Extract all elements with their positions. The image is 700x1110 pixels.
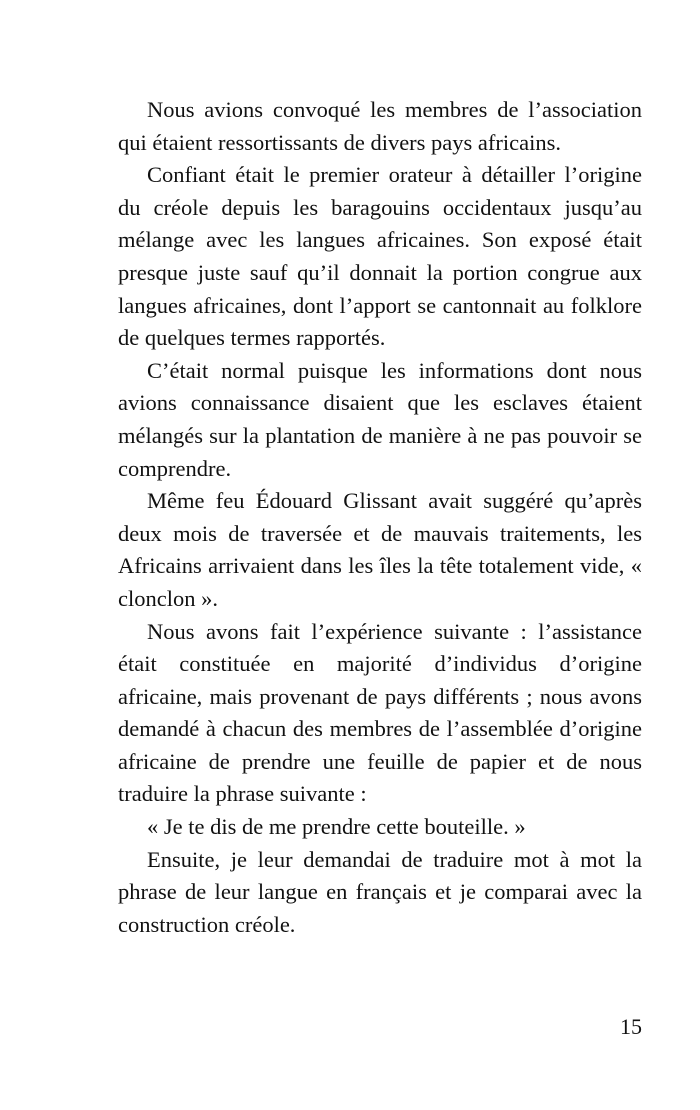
paragraph-1: Nous avions convoqué les membres de l’association qui étaient ressortissants de divers pays africains. — [118, 97, 642, 155]
paragraph-5: Nous avons fait l’expérience suivante : l’assistance était constituée en majorité d’individus d’origine africaine, mais provenant de pays différents ; nous avons demandé à chacun des membres de l’assemblée d’origine africaine de prendre une feuille de papier et de nous traduire la phrase suivante : — [118, 618, 642, 807]
paragraph-7: Ensuite, je leur demandai de traduire mot à mot la phrase de leur langue en français et je comparai avec la construction créole. — [118, 846, 642, 937]
body-text — [118, 94, 642, 941]
paragraph-4: Même feu Édouard Glissant avait suggéré qu’après deux mois de traversée et de mauvais traitements, les Africains arrivaient dans les îles la tête totalement vide, « clonclon ». — [118, 488, 642, 611]
paragraph-3: C’était normal puisque les informations dont nous avions connaissance disaient que les esclaves étaient mélangés sur la plantation de manière à ne pas pouvoir se comprendre. — [118, 357, 642, 481]
paragraph-6: « Je te dis de me prendre cette bouteille. » — [147, 814, 526, 840]
page-number: 15 — [620, 1014, 642, 1039]
paragraph-2: Confiant était le premier orateur à détailler l’origine du créole depuis les baragouins occidentaux jusqu’au mélange avec les langues africaines. Son exposé était presque juste sauf qu’il donnait la portion congrue aux langues africaines, dont l’apport se cantonnait au folklore de quelques termes rapportés. — [118, 162, 642, 351]
